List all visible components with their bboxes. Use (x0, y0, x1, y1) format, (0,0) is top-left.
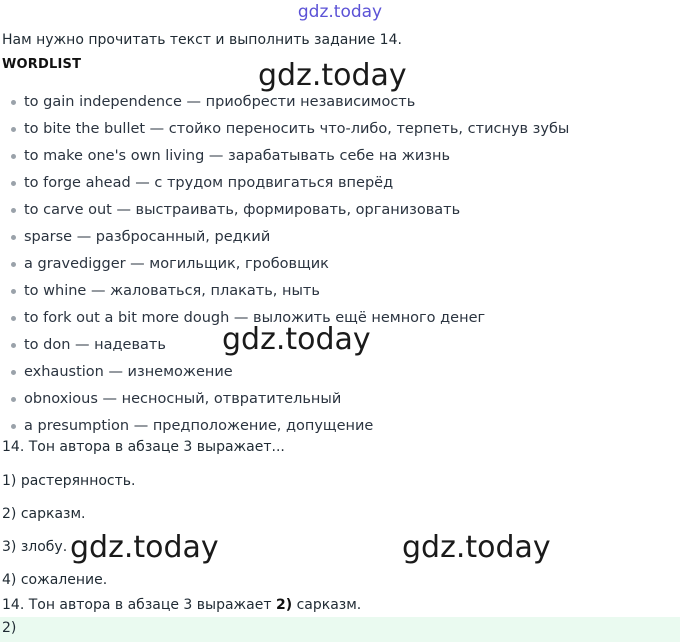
list-item (0, 225, 569, 252)
list-item (0, 171, 569, 198)
answer-suffix: сарказм. (292, 597, 362, 613)
bullet-dot-icon (11, 127, 16, 132)
list-item-text: to gain independence — приобрести независимость (24, 94, 416, 110)
intro-text: Нам нужно прочитать текст и выполнить задание 14. (2, 32, 402, 48)
watermark: gdz.today (258, 58, 407, 93)
list-item (0, 360, 569, 387)
final-answer-bar (0, 617, 680, 642)
wordlist-heading: WORDLIST (2, 57, 82, 72)
watermark: gdz.today (70, 530, 219, 565)
bullet-dot-icon (11, 208, 16, 213)
list-item (0, 252, 569, 279)
list-item (0, 144, 569, 171)
list-item-text: to fork out a bit more dough — выложить ещё немного денег (24, 310, 486, 326)
option-1: 1) растерянность. (2, 473, 136, 489)
list-item-text: to forge ahead — с трудом продвигаться вперёд (24, 175, 394, 191)
list-item-text: exhaustion — изнеможение (24, 364, 233, 380)
list-item-text: to make one's own living — зарабатывать себе на жизнь (24, 148, 451, 164)
list-item-text: a gravedigger — могильщик, гробовщик (24, 256, 329, 272)
list-item (0, 90, 569, 117)
option-4: 4) сожаление. (2, 572, 108, 588)
question-text: 14. Тон автора в абзаце 3 выражает... (2, 439, 285, 455)
list-item (0, 414, 569, 441)
list-item-text: to carve out — выстраивать, формировать, организовать (24, 202, 461, 218)
list-item-text: obnoxious — несносный, отвратительный (24, 391, 342, 407)
bullet-dot-icon (11, 343, 16, 348)
site-logo[interactable]: gdz.today (297, 2, 383, 22)
bullet-dot-icon (11, 235, 16, 240)
list-item-text: to whine — жаловаться, плакать, ныть (24, 283, 320, 299)
list-item (0, 279, 569, 306)
option-3: 3) злобу. (2, 539, 68, 555)
final-answer-text: 2) (2, 620, 17, 636)
bullet-dot-icon (11, 154, 16, 159)
bullet-dot-icon (11, 262, 16, 267)
list-item (0, 117, 569, 144)
bullet-dot-icon (11, 289, 16, 294)
wordlist (0, 90, 569, 441)
bullet-dot-icon (11, 370, 16, 375)
bullet-dot-icon (11, 100, 16, 105)
list-item (0, 387, 569, 414)
list-item (0, 198, 569, 225)
list-item-text: sparse — разбросанный, редкий (24, 229, 271, 245)
answer-choice: 2) (275, 597, 293, 613)
bullet-dot-icon (11, 424, 16, 429)
watermark: gdz.today (222, 322, 371, 357)
watermark: gdz.today (402, 530, 551, 565)
option-2: 2) сарказм. (2, 506, 86, 522)
bullet-dot-icon (11, 397, 16, 402)
list-item-text: to don — надевать (24, 337, 166, 353)
answer-line (2, 597, 361, 613)
list-item-text: a presumption — предположение, допущение (24, 418, 374, 434)
list-item-text: to bite the bullet — стойко переносить что-либо, терпеть, стиснув зубы (24, 121, 570, 137)
answer-prefix: 14. Тон автора в абзаце 3 выражает (2, 597, 276, 613)
bullet-dot-icon (11, 316, 16, 321)
bullet-dot-icon (11, 181, 16, 186)
